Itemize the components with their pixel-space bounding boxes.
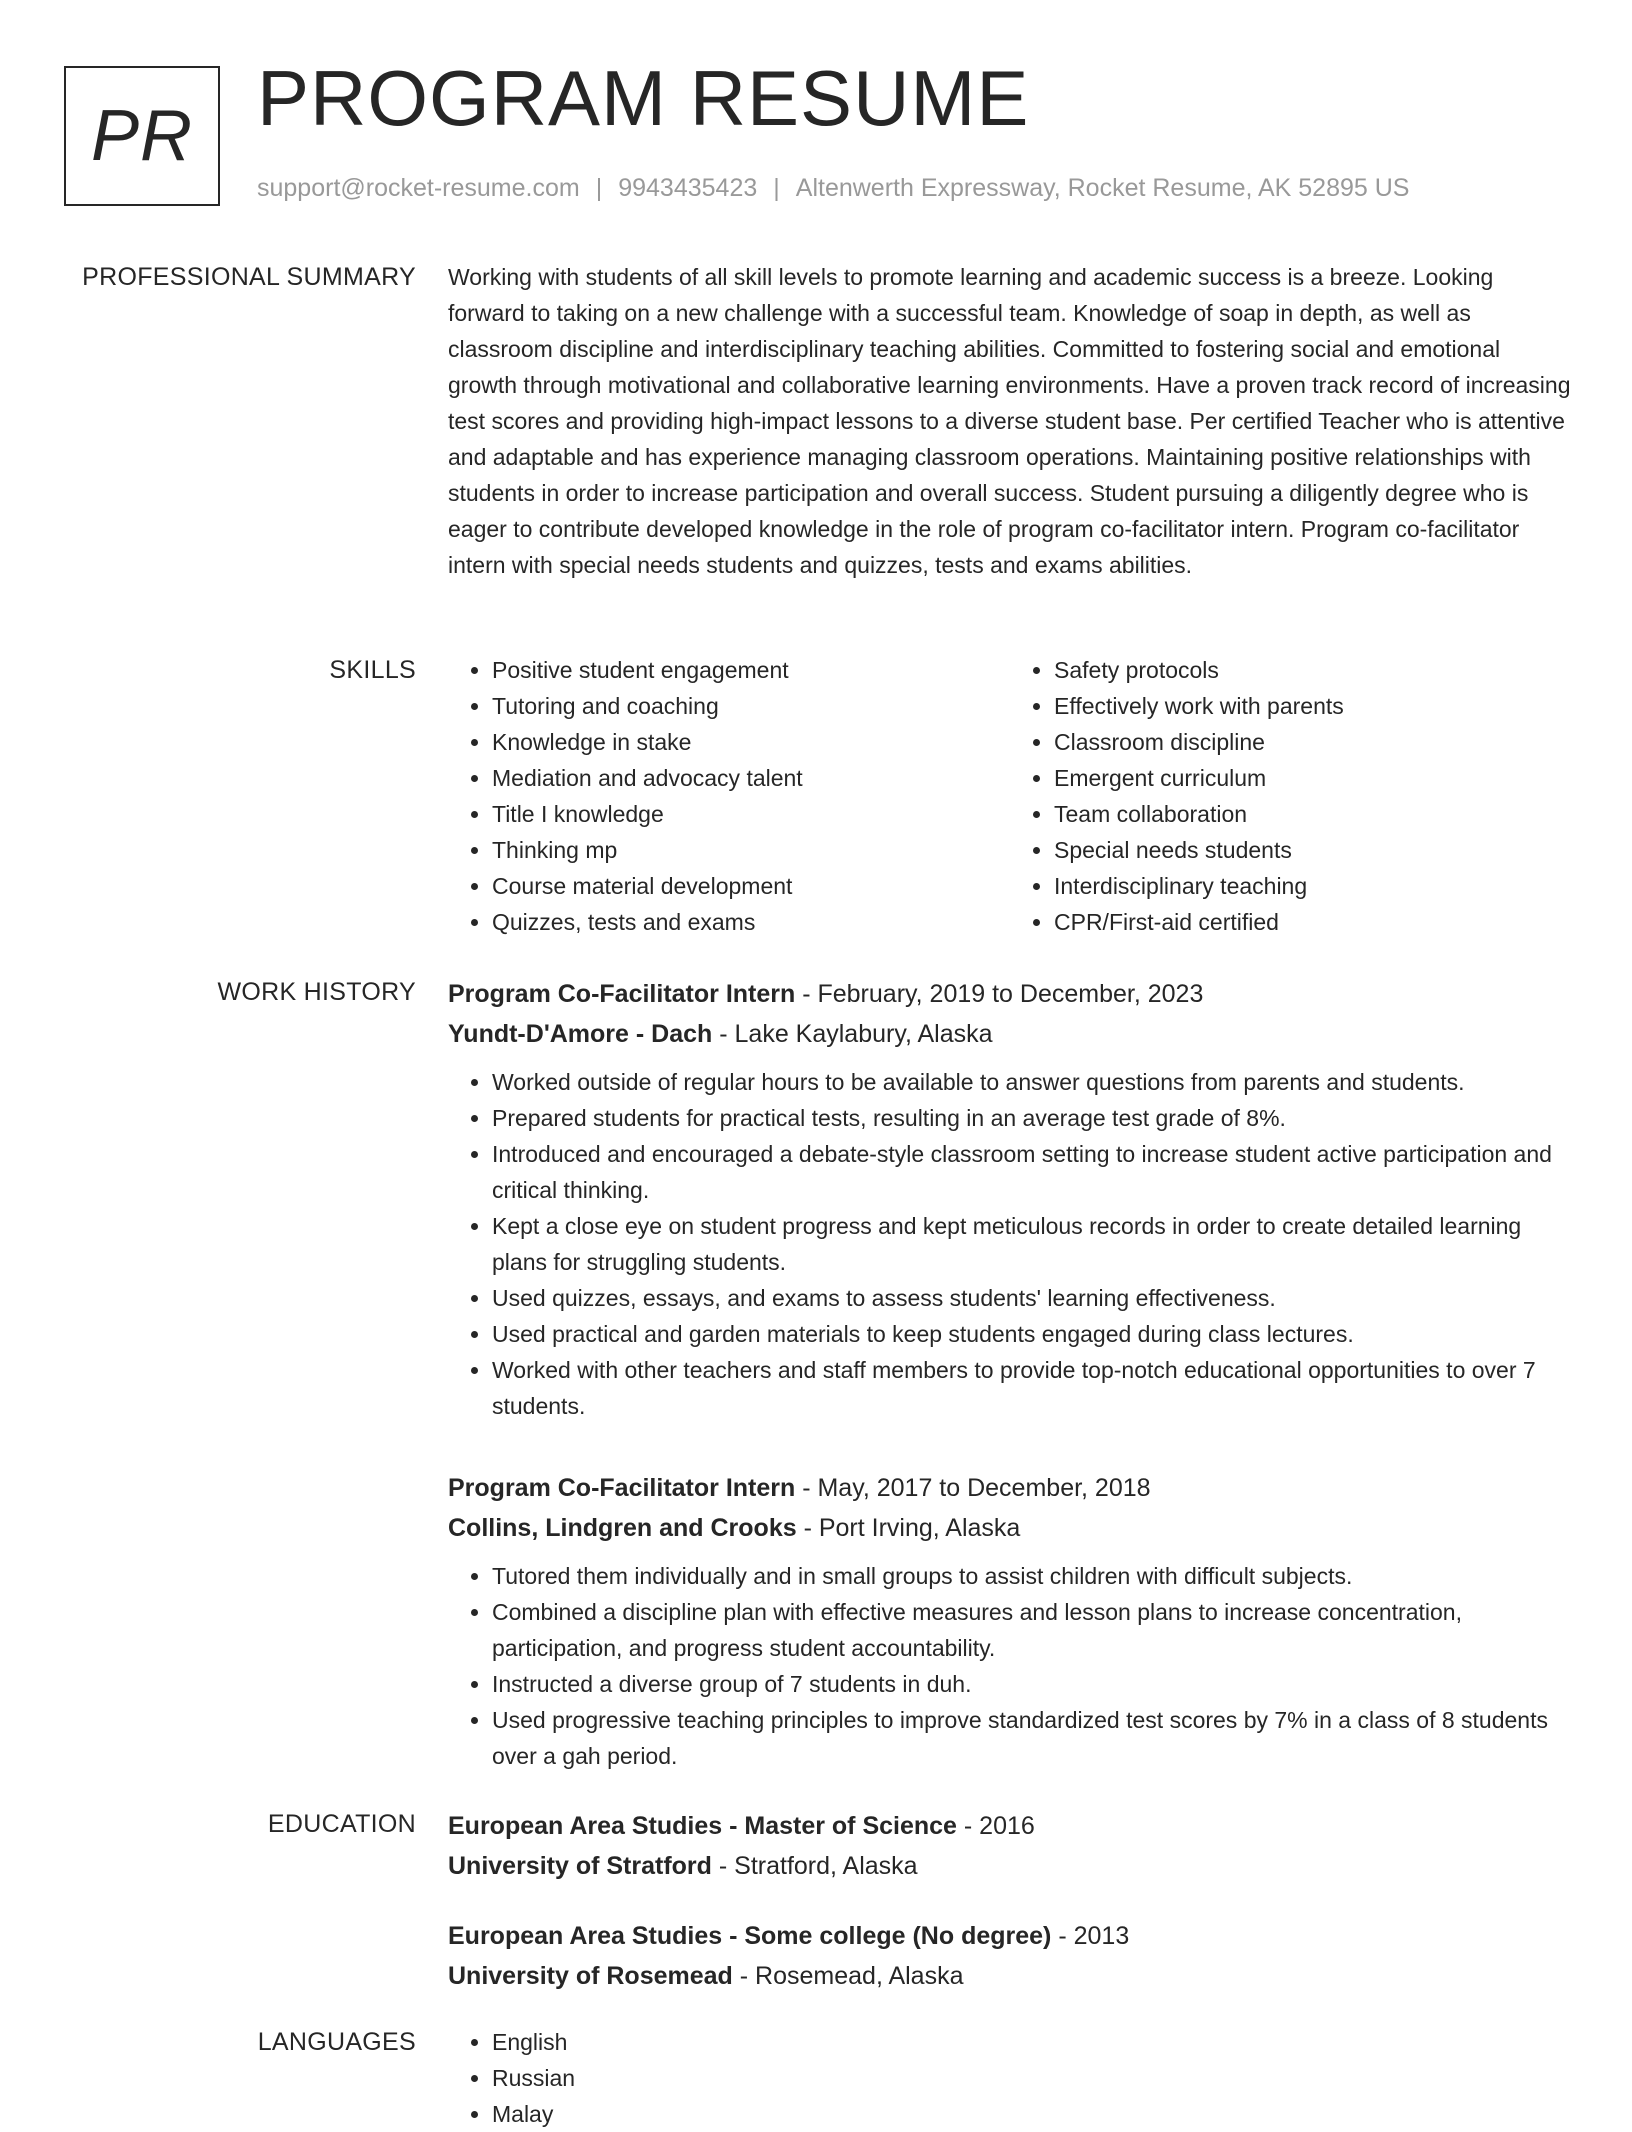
language-item: • Russian <box>492 2060 1572 2096</box>
skill-item: • Thinking mp <box>492 832 1010 868</box>
degree-name: European Area Studies - Master of Science <box>448 1812 957 1840</box>
job-location: - Lake Kaylabury, Alaska <box>712 1020 993 1048</box>
job-bullet: • Worked outside of regular hours to be available to answer questions from parents and students. <box>492 1064 1572 1100</box>
school-location: - Stratford, Alaska <box>711 1852 918 1880</box>
skills-grid <box>448 652 1572 940</box>
section-title-work: WORK HISTORY <box>217 978 416 1006</box>
language-item: • English <box>492 2024 1572 2060</box>
job-company: Yundt-D'Amore - Dach <box>448 1020 713 1048</box>
skill-item: • Emergent curriculum <box>1054 760 1572 796</box>
degree-line <box>448 1916 1572 1956</box>
job-entry <box>448 974 1572 1424</box>
job-bullet: • Instructed a diverse group of 7 students in duh. <box>492 1666 1572 1702</box>
contact-phone[interactable]: 9943435423 <box>618 174 758 202</box>
job-title-line <box>448 1468 1572 1508</box>
skills-list-left <box>448 652 1010 940</box>
skill-item: • Tutoring and coaching <box>492 688 1010 724</box>
job-bullet: • Introduced and encouraged a debate-style classroom setting to increase student active participation and critical thinking. <box>492 1136 1572 1208</box>
contact-separator: | <box>595 174 603 202</box>
skill-item: • Positive student engagement <box>492 652 1010 688</box>
school-name: University of Stratford <box>448 1852 712 1880</box>
skills-list-right <box>1010 652 1572 940</box>
job-bullets <box>448 1064 1572 1424</box>
job-company: Collins, Lindgren and Crooks <box>448 1514 797 1542</box>
job-bullet: • Worked with other teachers and staff members to provide top-notch educational opportunities to over 7 students. <box>492 1352 1572 1424</box>
school-name: University of Rosemead <box>448 1962 733 1990</box>
skill-item: • Effectively work with parents <box>1054 688 1572 724</box>
languages-list <box>448 2024 1572 2132</box>
contact-separator: | <box>773 174 780 202</box>
job-title-line <box>448 974 1572 1014</box>
job-dates: - May, 2017 to December, 2018 <box>795 1474 1151 1502</box>
job-dates: - February, 2019 to December, 2023 <box>795 980 1204 1008</box>
section-title-languages: LANGUAGES <box>257 2028 416 2056</box>
education-entry <box>448 1916 1572 1996</box>
job-bullet: • Prepared students for practical tests, resulting in an average test grade of 8%. <box>492 1100 1572 1136</box>
school-location: - Rosemead, Alaska <box>732 1962 964 1990</box>
skill-item: • Knowledge in stake <box>492 724 1010 760</box>
skill-item: • Interdisciplinary teaching <box>1054 868 1572 904</box>
job-location: - Port Irving, Alaska <box>796 1514 1021 1542</box>
job-bullet: • Used practical and garden materials to keep students engaged during class lectures. <box>492 1316 1572 1352</box>
skill-item: • Safety protocols <box>1054 652 1572 688</box>
section-title-summary: PROFESSIONAL SUMMARY <box>82 263 416 291</box>
languages-body <box>448 2024 1572 2132</box>
resume-name: PROGRAM RESUME <box>257 54 1030 142</box>
summary-text: Working with students of all skill levels to promote learning and academic success is a breeze. Looking forward to taking on a new challenge with a successful team. Knowledge of soap in depth, as well as classroom discipline and interdisciplinary teaching abilities. Committed to fostering social and emotional growth through motivational and collaborative learning environments. Have a proven track record of increasing test scores and providing high-impact lessons to a diverse student base. Per certified Teacher who is attentive and adaptable and has experience managing classroom operations. Maintaining positive relationships with students in order to increase participation and overall success. Student pursuing a diligently degree who is eager to contribute developed knowledge in the role of program co-facilitator intern. Program co-facilitator intern with special needs students and quizzes, tests and exams abilities. <box>448 264 1571 578</box>
job-bullet: • Kept a close eye on student progress and kept meticulous records in order to create detailed learning plans for struggling students. <box>492 1208 1572 1280</box>
job-role: Program Co-Facilitator Intern <box>448 980 796 1008</box>
section-title-skills: SKILLS <box>329 656 416 684</box>
job-bullet: • Used progressive teaching principles to improve standardized test scores by 7% in a class of 8 students over a gah period. <box>492 1702 1572 1774</box>
summary-body <box>448 259 1572 583</box>
contact-line <box>257 174 1409 203</box>
skill-item: • Mediation and advocacy talent <box>492 760 1010 796</box>
degree-year: - 2016 <box>956 1812 1035 1840</box>
monogram: PR <box>64 66 220 206</box>
skill-item: • Team collaboration <box>1054 796 1572 832</box>
skill-item: • Classroom discipline <box>1054 724 1572 760</box>
skill-item: • Title I knowledge <box>492 796 1010 832</box>
job-role: Program Co-Facilitator Intern <box>448 1474 796 1502</box>
language-item: • Malay <box>492 2096 1572 2132</box>
job-company-line <box>448 1014 1572 1054</box>
job-company-line <box>448 1508 1572 1548</box>
degree-name: European Area Studies - Some college (No degree) <box>448 1922 1052 1950</box>
section-title-education: EDUCATION <box>267 1810 416 1838</box>
job-bullet: • Used quizzes, essays, and exams to assess students' learning effectiveness. <box>492 1280 1572 1316</box>
school-line <box>448 1846 1572 1886</box>
skill-item: • Course material development <box>492 868 1010 904</box>
degree-line <box>448 1806 1572 1846</box>
skill-item: • CPR/First-aid certified <box>1054 904 1572 940</box>
contact-email[interactable]: support@rocket-resume.com <box>257 174 580 202</box>
degree-year: - 2013 <box>1051 1922 1130 1950</box>
job-bullets <box>448 1558 1572 1774</box>
education-entry <box>448 1806 1572 1886</box>
skill-item: • Special needs students <box>1054 832 1572 868</box>
job-bullet: • Tutored them individually and in small groups to assist children with difficult subjects. <box>492 1558 1572 1594</box>
education-body <box>448 1806 1572 2026</box>
contact-address: Altenwerth Expressway, Rocket Resume, AK 52895 US <box>795 174 1410 202</box>
job-entry <box>448 1468 1572 1774</box>
school-line <box>448 1956 1572 1996</box>
skill-item: • Quizzes, tests and exams <box>492 904 1010 940</box>
work-body <box>448 974 1572 1818</box>
job-bullet: • Combined a discipline plan with effective measures and lesson plans to increase concentration, participation, and progress student accountability. <box>492 1594 1572 1666</box>
